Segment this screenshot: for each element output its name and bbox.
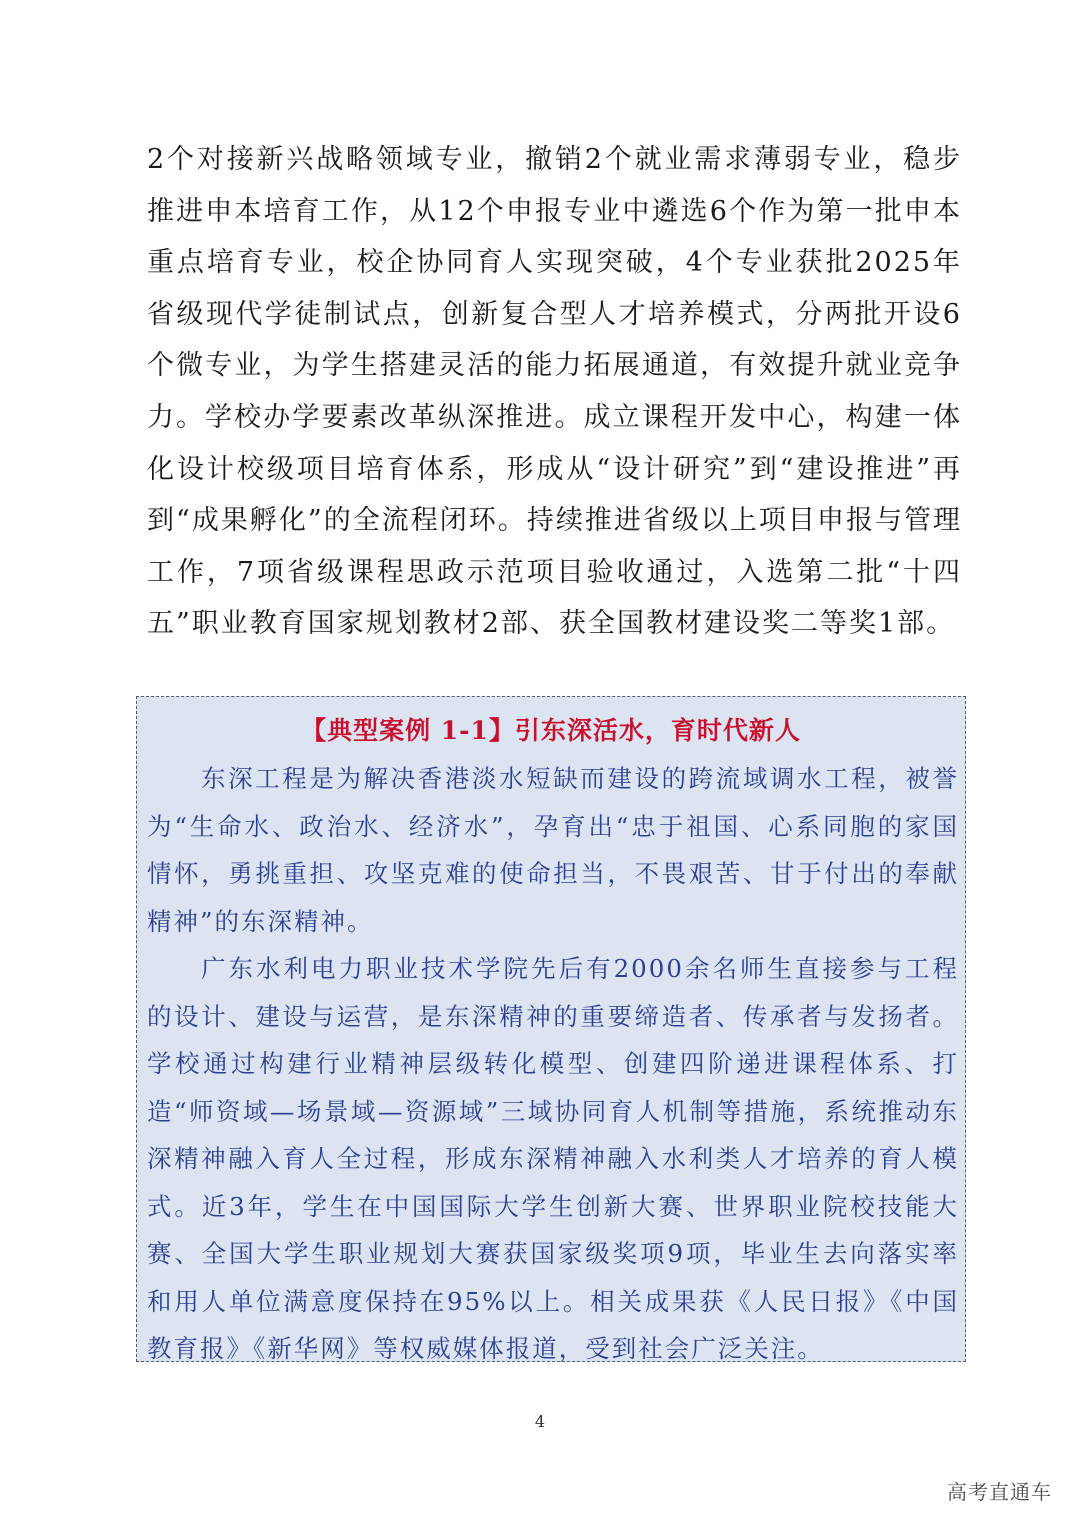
case-paragraph-1: [147, 755, 959, 945]
case-paragraph-text: 广东水利电力职业技术学院先后有2000余名师生直接参与工程的设计、建设与运营，是东深精神的重要缔造者、传承者与发扬者。学校通过构建行业精神层级转化模型、创建四阶递进课程体系、打造“师资域—场景域—资源域”三域协同育人机制等措施，系统推动东深精神融入育人全过程，形成东深精神融入水利类人才培养的育人模式。近3年，学生在中国国际大学生创新大赛、世界职业院校技能大赛、全国大学生职业规划大赛获国家级奖项9项，毕业生去向落实率和用人单位满意度保持在95%以上。相关成果获《人民日报》《中国教育报》《新华网》等权威媒体报道，受到社会广泛关注。: [147, 954, 959, 1363]
paragraph-text: 学校办学要素改革纵深推进。成立课程开发中心，构建一体化设计校级项目培育体系，形成从“设计研究”到“建设推进”再到“成果孵化”的全流程闭环。持续推进省级以上项目申报与管理工作，7项省级课程思政示范项目验收通过，入选第二批“十四五”职业教育国家规划教材2部、获全国教材建设奖二等奖1部。: [147, 402, 962, 639]
typical-case-box: [136, 696, 966, 1362]
paragraph-text: 2个对接新兴战略领域专业，撤销2个就业需求薄弱专业，稳步推进申本培育工作，从12个申报专业中遴选6个作为第一批申本重点培育专业，校企协同育人实现突破，4个专业获批2025年省级现代学徒制试点，创新复合型人才培养模式，分两批开设6个微专业，为学生搭建灵活的能力拓展通道，有效提升就业竞争力。: [147, 144, 962, 433]
case-paragraph-2: [147, 945, 959, 1373]
case-paragraph-text: 东深工程是为解决香港淡水短缺而建设的跨流域调水工程，被誉为“生命水、政治水、经济水”，孕育出“忠于祖国、心系同胞的家国情怀，勇挑重担、攻坚克难的使命担当，不畏艰苦、甘于付出的奉献精神”的东深精神。: [147, 764, 959, 936]
watermark-text: 高考直通车: [947, 1480, 1052, 1504]
page-number: 4: [534, 1412, 546, 1431]
case-title: 【典型案例 1-1】引东深活水，育时代新人: [301, 716, 801, 745]
body-paragraph-2: [147, 392, 962, 650]
